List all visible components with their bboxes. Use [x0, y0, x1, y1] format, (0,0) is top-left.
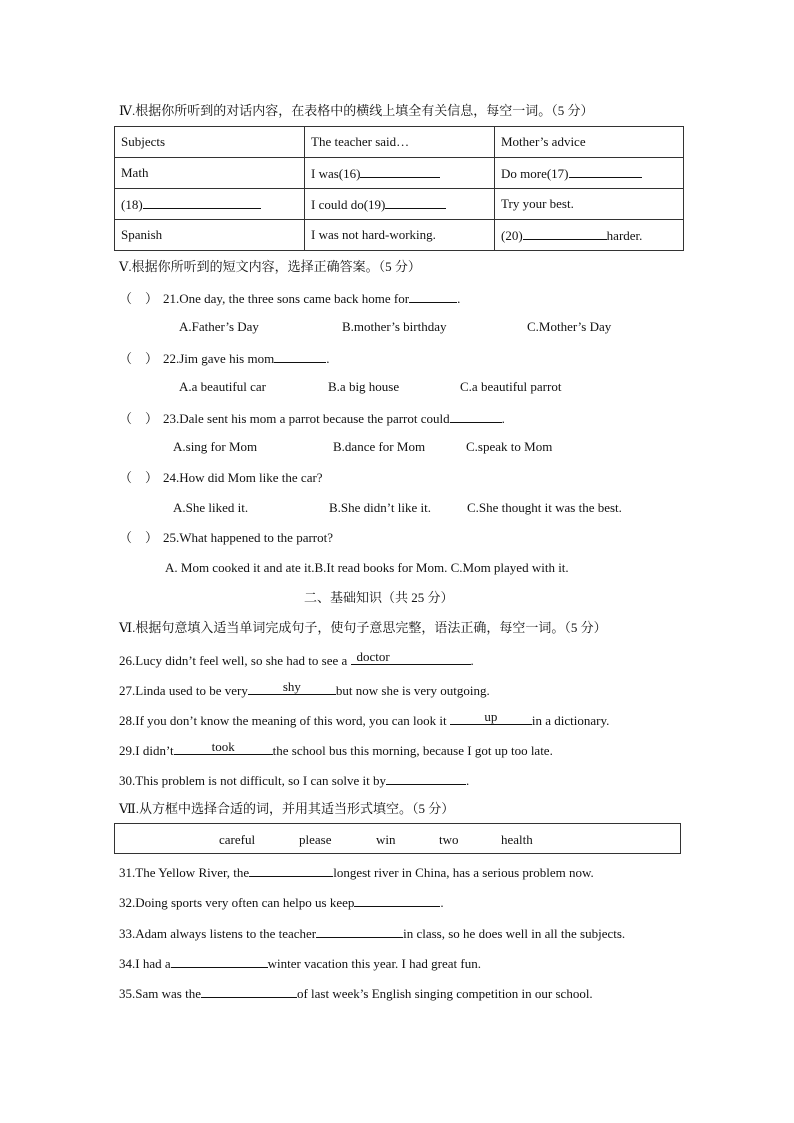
- section-5-heading: Ⅴ.根据你所听到的短文内容，选择正确答案。（5 分）: [119, 259, 421, 274]
- answer-paren[interactable]: （ ）: [119, 411, 159, 426]
- question-31: 31.The Yellow River, the longest river in China, has a serious problem now.: [119, 865, 594, 880]
- answer-blank[interactable]: shy: [248, 681, 336, 695]
- question-32: 32.Doing sports very often can helpo us keep .: [119, 895, 444, 910]
- question-27: 27.Linda used to be very shy but now she is very outgoing.: [119, 679, 490, 698]
- table-cell: Math: [115, 158, 305, 189]
- question-30: 30.This problem is not difficult, so I can solve it by .: [119, 773, 470, 788]
- info-table: [114, 126, 684, 251]
- question-29: 29.I didn’t took the school bus this morning, because I got up too late.: [119, 739, 553, 758]
- question-25: （ ） 25.What happened to the parrot?: [119, 530, 334, 545]
- answer-blank[interactable]: [171, 954, 268, 968]
- question-23: （ ） 23.Dale sent his mom a parrot because the parrot could .: [119, 411, 505, 426]
- section-6-heading: Ⅵ.根据句意填入适当单词完成句子，使句子意思完整，语法正确，每空一词。（5 分）: [119, 620, 607, 635]
- answer-blank[interactable]: [386, 771, 466, 785]
- table-cell: (20) harder.: [495, 220, 684, 251]
- table-cell: I could do(19): [305, 189, 495, 220]
- options-25[interactable]: A. Mom cooked it and ate it.B.It read books for Mom. C.Mom played with it.: [165, 560, 569, 575]
- option-21-a[interactable]: A.Father’s Day: [179, 319, 259, 334]
- answer-paren[interactable]: （ ）: [119, 530, 159, 545]
- answer-blank[interactable]: [201, 984, 297, 998]
- blank-20[interactable]: [523, 226, 607, 240]
- table-row: [115, 189, 684, 220]
- answer-blank[interactable]: doctor: [351, 651, 471, 665]
- option-22-a[interactable]: A.a beautiful car: [179, 379, 266, 394]
- word-option: win: [376, 832, 396, 847]
- word-box: [114, 823, 681, 854]
- section-7-heading: Ⅶ.从方框中选择合适的词，并用其适当形式填空。（5 分）: [119, 801, 455, 816]
- option-24-c[interactable]: C.She thought it was the best.: [467, 500, 622, 515]
- option-22-c[interactable]: C.a beautiful parrot: [460, 379, 562, 394]
- answer-paren[interactable]: （ ）: [119, 351, 159, 366]
- option-23-a[interactable]: A.sing for Mom: [173, 439, 258, 454]
- table-row: [115, 220, 684, 251]
- question-24: （ ） 24.How did Mom like the car?: [119, 470, 323, 485]
- blank: [450, 409, 502, 423]
- table-row: [115, 158, 684, 189]
- option-24-a[interactable]: A.She liked it.: [173, 500, 249, 515]
- question-33: 33.Adam always listens to the teacher in class, so he does well in all the subjects.: [119, 926, 626, 941]
- option-23-b[interactable]: B.dance for Mom: [333, 439, 426, 454]
- option-22-b[interactable]: B.a big house: [328, 379, 400, 394]
- option-21-b[interactable]: B.mother’s birthday: [342, 319, 447, 334]
- option-21-c[interactable]: C.Mother’s Day: [527, 319, 612, 334]
- word-option: two: [439, 832, 459, 847]
- blank: [409, 289, 457, 303]
- answer-paren[interactable]: （ ）: [119, 470, 159, 485]
- question-34: 34.I had a winter vacation this year. I had great fun.: [119, 956, 481, 971]
- word-option: please: [299, 832, 332, 847]
- answer-blank[interactable]: took: [174, 741, 273, 755]
- blank-16[interactable]: [360, 164, 440, 178]
- word-option: health: [501, 832, 533, 847]
- blank-19[interactable]: [385, 195, 446, 209]
- table-cell: Do more(17): [495, 158, 684, 189]
- table-cell: Subjects: [115, 127, 305, 158]
- option-23-c[interactable]: C.speak to Mom: [466, 439, 553, 454]
- question-35: 35.Sam was the of last week’s English singing competition in our school.: [119, 986, 593, 1001]
- table-row: [115, 127, 684, 158]
- table-cell: The teacher said…: [305, 127, 495, 158]
- option-24-b[interactable]: B.She didn’t like it.: [329, 500, 431, 515]
- answer-blank[interactable]: up: [450, 711, 532, 725]
- blank: [274, 349, 326, 363]
- word-option: careful: [219, 832, 256, 847]
- answer-paren[interactable]: （ ）: [119, 291, 159, 306]
- question-21: （ ） 21.One day, the three sons came back home for .: [119, 291, 461, 306]
- table-cell: I was not hard-working.: [305, 220, 495, 251]
- table-cell: Mother’s advice: [495, 127, 684, 158]
- answer-blank[interactable]: [316, 924, 403, 938]
- blank-17[interactable]: [569, 164, 642, 178]
- table-cell: (18): [115, 189, 305, 220]
- question-28: 28.If you don’t know the meaning of this word, you can look it up in a dictionary.: [119, 709, 610, 728]
- table-cell: Spanish: [115, 220, 305, 251]
- section-4-heading: Ⅳ.根据你所听到的对话内容，在表格中的横线上填全有关信息，每空一词。（5 分）: [119, 103, 594, 118]
- question-26: 26.Lucy didn’t feel well, so she had to see a doctor .: [119, 649, 474, 668]
- question-22: （ ） 22.Jim gave his mom .: [119, 351, 330, 366]
- blank-18[interactable]: [143, 195, 261, 209]
- table-cell: I was(16): [305, 158, 495, 189]
- table-cell: Try your best.: [495, 189, 684, 220]
- answer-blank[interactable]: [249, 863, 333, 877]
- part-2-title: 二、基础知识（共 25 分）: [304, 590, 454, 605]
- answer-blank[interactable]: [354, 893, 440, 907]
